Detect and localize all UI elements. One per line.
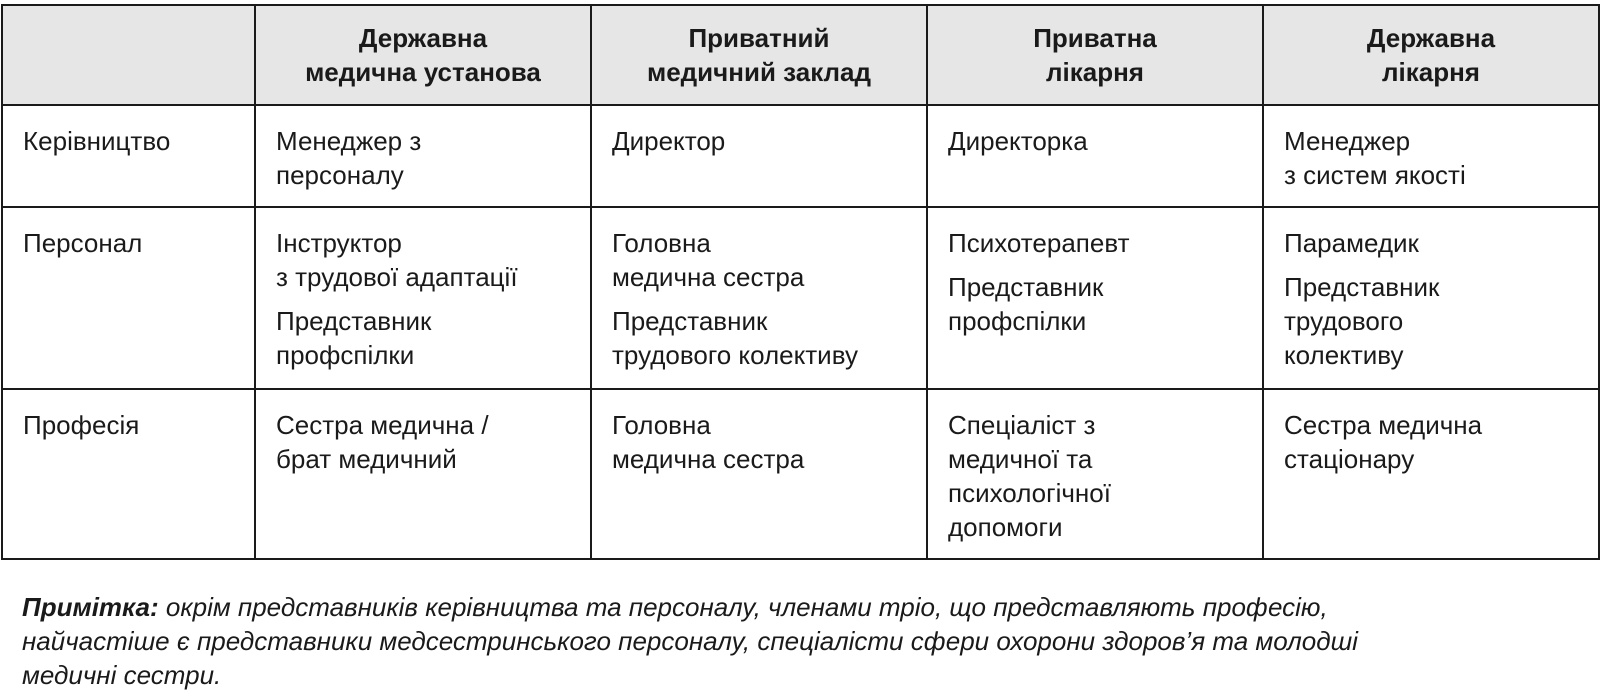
header-cell-private-medical-facility [591, 5, 927, 105]
cell-entry [276, 226, 572, 294]
row-label-cell [2, 207, 255, 389]
header-cell-state-hospital [1263, 5, 1599, 105]
header-line: Державна [1366, 23, 1496, 53]
table-cell [255, 389, 591, 559]
cell-line: профспілки [948, 306, 1087, 336]
table-cell [1263, 389, 1599, 559]
cell-entry [276, 304, 572, 372]
cell-line: Парамедик [1284, 228, 1419, 258]
table-cell [1263, 105, 1599, 207]
cell-line: медична сестра [612, 444, 805, 474]
header-line: медичний заклад [646, 57, 872, 87]
cell-line: Представник [276, 306, 432, 336]
cell-entry [1284, 226, 1580, 260]
header-cell-state-medical-institution [255, 5, 591, 105]
row-label: Професія [23, 410, 140, 440]
cell-entry [612, 226, 908, 294]
cell-line: психологічної [948, 478, 1111, 508]
footnote-text: окрім представників керівництва та персоналу, членами тріо, що представляють професію, [158, 592, 1328, 622]
header-line: лікарня [1046, 57, 1144, 87]
cell-line: колективу [1284, 340, 1404, 370]
cell-line: медичної та [948, 444, 1093, 474]
cell-entry [612, 304, 908, 372]
row-label: Керівництво [23, 126, 171, 156]
header-row [2, 5, 1599, 105]
cell-line: Психотерапевт [948, 228, 1130, 258]
table-cell [927, 207, 1263, 389]
table-row-profession [2, 389, 1599, 559]
cell-line: Сестра медична [1284, 410, 1483, 440]
cell-line: трудового колективу [612, 340, 858, 370]
cell-line: Інструктор [276, 228, 402, 258]
cell-line: Директорка [948, 126, 1088, 156]
table-cell [591, 105, 927, 207]
row-label: Персонал [23, 228, 143, 258]
header-line: Державна [358, 23, 488, 53]
cell-line: з трудової адаптації [276, 262, 518, 292]
cell-entry [948, 226, 1244, 260]
cell-line: Головна [612, 228, 711, 258]
footnote [22, 590, 1582, 692]
cell-line: Представник [948, 272, 1104, 302]
header-cell-empty [2, 5, 255, 105]
table-row-staff [2, 207, 1599, 389]
header-cell-private-hospital [927, 5, 1263, 105]
footnote-line: медичні сестри. [22, 660, 222, 690]
cell-line: брат медичний [276, 444, 457, 474]
cell-line: Директор [612, 126, 726, 156]
cell-line: з систем якості [1284, 160, 1466, 190]
header-line: медична установа [305, 57, 541, 87]
header-line: Приватна [1033, 23, 1157, 53]
table-cell [591, 389, 927, 559]
table-row-management [2, 105, 1599, 207]
cell-line: медична сестра [612, 262, 805, 292]
cell-line: Головна [612, 410, 711, 440]
table-cell [927, 105, 1263, 207]
header-line: Приватний [688, 23, 830, 53]
row-label-cell [2, 105, 255, 207]
table-cell [255, 207, 591, 389]
cell-line: допомоги [948, 512, 1063, 542]
cell-line: персоналу [276, 160, 404, 190]
table-cell [1263, 207, 1599, 389]
cell-line: Менеджер з [276, 126, 422, 156]
cell-line: Менеджер [1284, 126, 1411, 156]
table-cell [927, 389, 1263, 559]
cell-line: Представник [612, 306, 768, 336]
footnote-line [22, 590, 1582, 624]
cell-entry [1284, 270, 1580, 372]
table-cell [255, 105, 591, 207]
header-line: лікарня [1382, 57, 1480, 87]
cell-line: профспілки [276, 340, 415, 370]
cell-line: Сестра медична / [276, 410, 489, 440]
cell-line: Спеціаліст з [948, 410, 1096, 440]
footnote-line: найчастіше є представники медсестринського персоналу, спеціалісти сфери охорони здоров’я та молодші [22, 626, 1358, 656]
table-cell [591, 207, 927, 389]
comparison-table [1, 4, 1600, 560]
row-label-cell [2, 389, 255, 559]
footnote-label: Примітка: [22, 592, 159, 622]
cell-line: трудового [1284, 306, 1404, 336]
cell-line: стаціонару [1284, 444, 1415, 474]
cell-entry [948, 270, 1244, 338]
cell-line: Представник [1284, 272, 1440, 302]
